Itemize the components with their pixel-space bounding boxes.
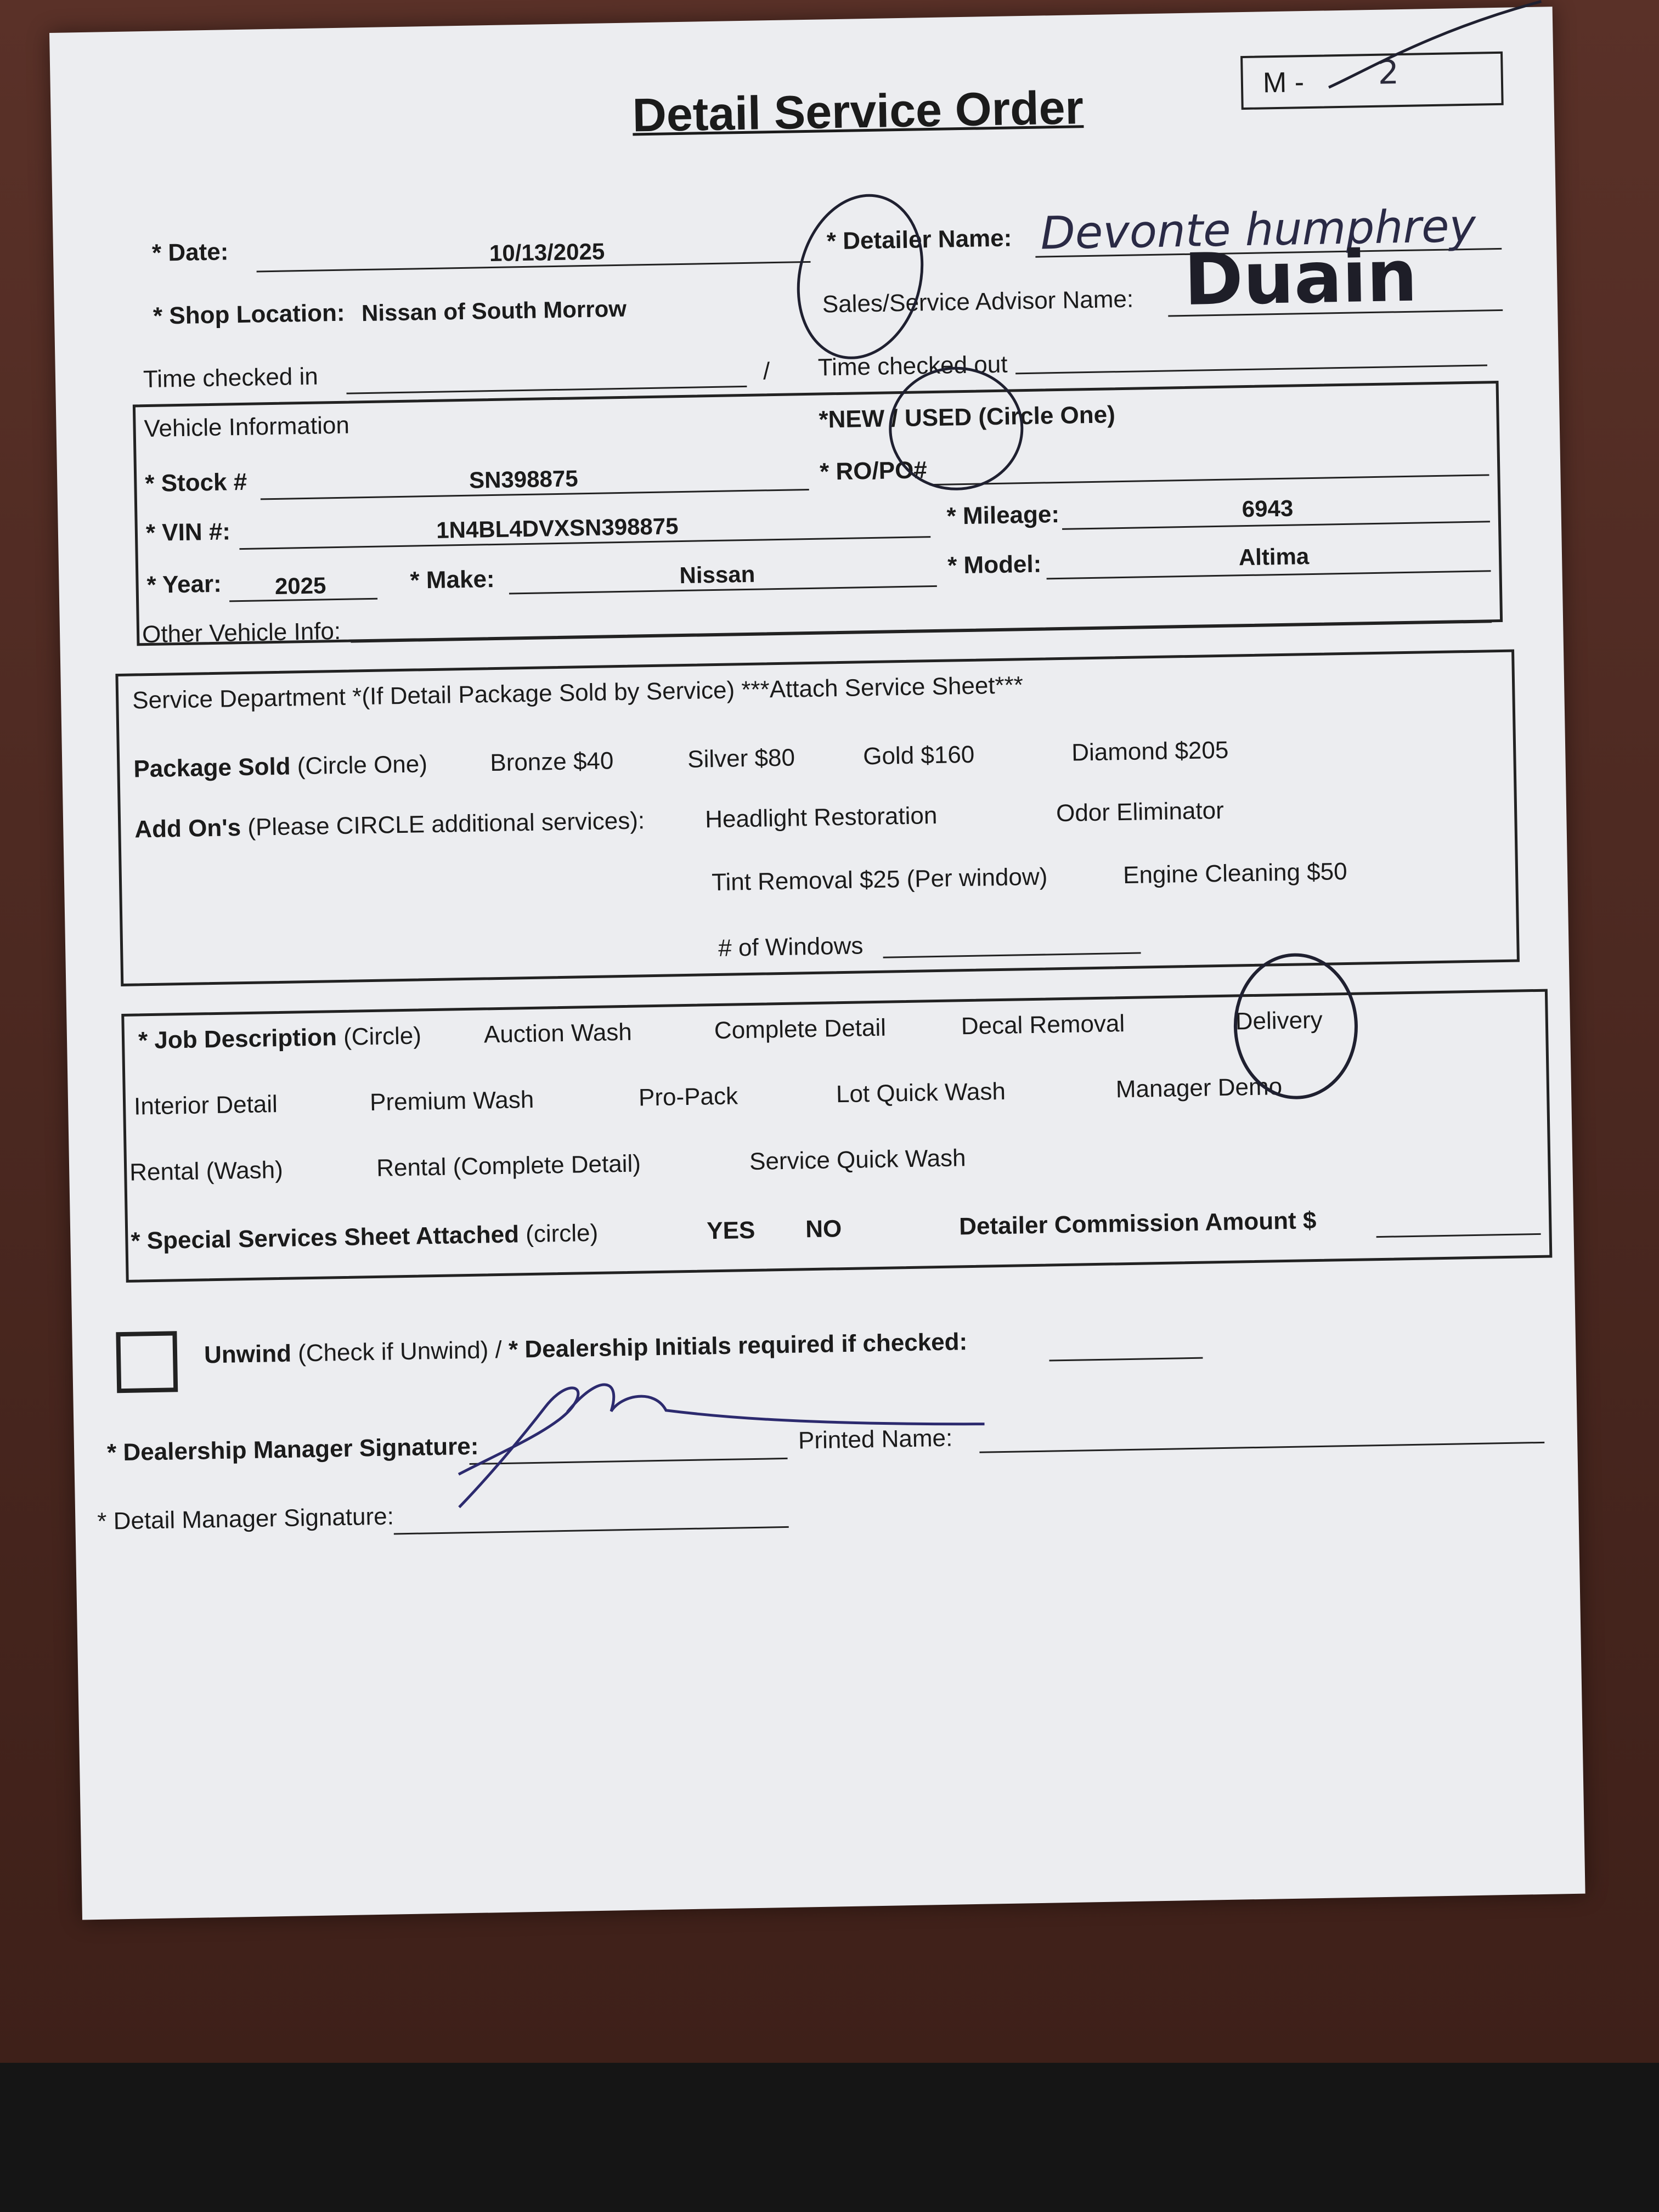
job-decal-removal[interactable]: Decal Removal — [961, 1010, 1125, 1040]
detailer-name-label: * Detailer Name: — [826, 224, 1012, 255]
ro-po-label: * RO/PO# — [819, 456, 928, 486]
shop-location-label: * Shop Location: — [153, 299, 345, 330]
mileage-label: * Mileage: — [946, 501, 1060, 530]
job-service-quick-wash[interactable]: Service Quick Wash — [749, 1144, 966, 1176]
special-services-title: * Special Services Sheet Attached — [131, 1221, 520, 1255]
vin-value[interactable]: 1N4BL4DVXSN398875 — [436, 513, 679, 543]
addons-title: Add On's — [134, 814, 241, 843]
make-value[interactable]: Nissan — [679, 561, 755, 589]
manager-signature-mark — [457, 1378, 986, 1508]
package-sold-title: Package Sold — [133, 753, 291, 783]
advisor-name-label: Sales/Service Advisor Name: — [822, 285, 1134, 318]
job-manager-demo[interactable]: Manager Demo — [1115, 1073, 1283, 1103]
job-delivery[interactable]: Delivery — [1235, 1006, 1323, 1035]
job-premium-wash[interactable]: Premium Wash — [369, 1086, 534, 1116]
new-used-label: *NEW / USED (Circle One) — [819, 401, 1116, 433]
stock-label: * Stock # — [144, 468, 247, 498]
floor-background — [0, 2063, 1659, 2212]
job-rental-wash[interactable]: Rental (Wash) — [129, 1156, 284, 1186]
addon-engine-cleaning[interactable]: Engine Cleaning $50 — [1122, 857, 1348, 889]
windows-count-label: # of Windows — [718, 932, 864, 962]
detailer-name-value[interactable]: Devonte humphrey — [1040, 200, 1476, 260]
job-description-hint: (Circle) — [343, 1022, 422, 1051]
service-heading: Service Department *(If Detail Package Sold by Service) ***Attach Service Sheet*** — [132, 672, 1024, 714]
model-label: * Model: — [947, 550, 1042, 579]
other-vehicle-info-label: Other Vehicle Info: — [142, 617, 341, 648]
year-label: * Year: — [146, 570, 222, 599]
package-gold[interactable]: Gold $160 — [862, 741, 975, 770]
m-box-slash-mark — [1327, 2, 1543, 88]
unwind-title: Unwind — [204, 1340, 292, 1369]
model-value[interactable]: Altima — [1238, 543, 1310, 571]
addon-headlight-restoration[interactable]: Headlight Restoration — [704, 802, 938, 833]
commission-label: Detailer Commission Amount $ — [958, 1207, 1317, 1240]
used-circle — [889, 367, 1023, 490]
job-lot-quick-wash[interactable]: Lot Quick Wash — [836, 1077, 1006, 1108]
job-interior-detail[interactable]: Interior Detail — [133, 1091, 278, 1120]
addon-tint-removal[interactable]: Tint Removal $25 (Per window) — [711, 863, 1048, 896]
unwind-hint: (Check if Unwind) / — [297, 1336, 503, 1367]
date-label: * Date: — [151, 238, 229, 267]
special-services-no[interactable]: NO — [805, 1215, 842, 1243]
service-order-form — [49, 7, 1585, 1920]
year-value[interactable]: 2025 — [274, 572, 326, 599]
detail-manager-signature-label: * Detail Manager Signature: — [97, 1503, 394, 1535]
detailer-label-circle — [782, 182, 939, 371]
stock-value[interactable]: SN398875 — [469, 465, 578, 493]
date-value[interactable]: 10/13/2025 — [489, 238, 605, 267]
special-services-hint: (circle) — [525, 1219, 599, 1248]
addon-odor-eliminator[interactable]: Odor Eliminator — [1056, 797, 1224, 827]
make-label: * Make: — [410, 565, 495, 594]
special-services-yes[interactable]: YES — [706, 1216, 755, 1245]
time-in-label: Time checked in — [143, 363, 319, 393]
manager-signature-label: * Dealership Manager Signature: — [106, 1432, 479, 1466]
job-auction-wash[interactable]: Auction Wash — [483, 1018, 633, 1048]
job-complete-detail[interactable]: Complete Detail — [714, 1014, 887, 1045]
vin-label: * VIN #: — [145, 518, 231, 547]
time-out-label: Time checked out — [817, 351, 1008, 381]
pen-markings — [49, 7, 1585, 1920]
delivery-circle — [1234, 954, 1358, 1099]
form-title: Detail Service Order — [631, 81, 1084, 142]
package-bronze[interactable]: Bronze $40 — [489, 747, 614, 777]
dealership-initials-label: * Dealership Initials required if checked: — [508, 1328, 968, 1363]
m-number-label: M - — [1262, 66, 1305, 99]
package-diamond[interactable]: Diamond $205 — [1071, 736, 1229, 766]
m-number-value: 2 — [1378, 53, 1400, 92]
package-sold-hint: (Circle One) — [297, 751, 428, 780]
job-pro-pack[interactable]: Pro-Pack — [638, 1082, 738, 1111]
mileage-value[interactable]: 6943 — [1242, 495, 1294, 522]
printed-name-label: Printed Name: — [798, 1424, 953, 1454]
job-rental-complete-detail[interactable]: Rental (Complete Detail) — [376, 1150, 641, 1182]
vehicle-info-label: Vehicle Information — [144, 411, 350, 443]
package-silver[interactable]: Silver $80 — [687, 744, 795, 773]
time-slash: / — [763, 358, 770, 385]
job-description-title: * Job Description — [138, 1024, 337, 1054]
shop-location-value[interactable]: Nissan of South Morrow — [361, 295, 627, 326]
addons-hint: (Please CIRCLE additional services): — [247, 807, 645, 841]
advisor-name-value[interactable]: Duain — [1183, 234, 1418, 321]
